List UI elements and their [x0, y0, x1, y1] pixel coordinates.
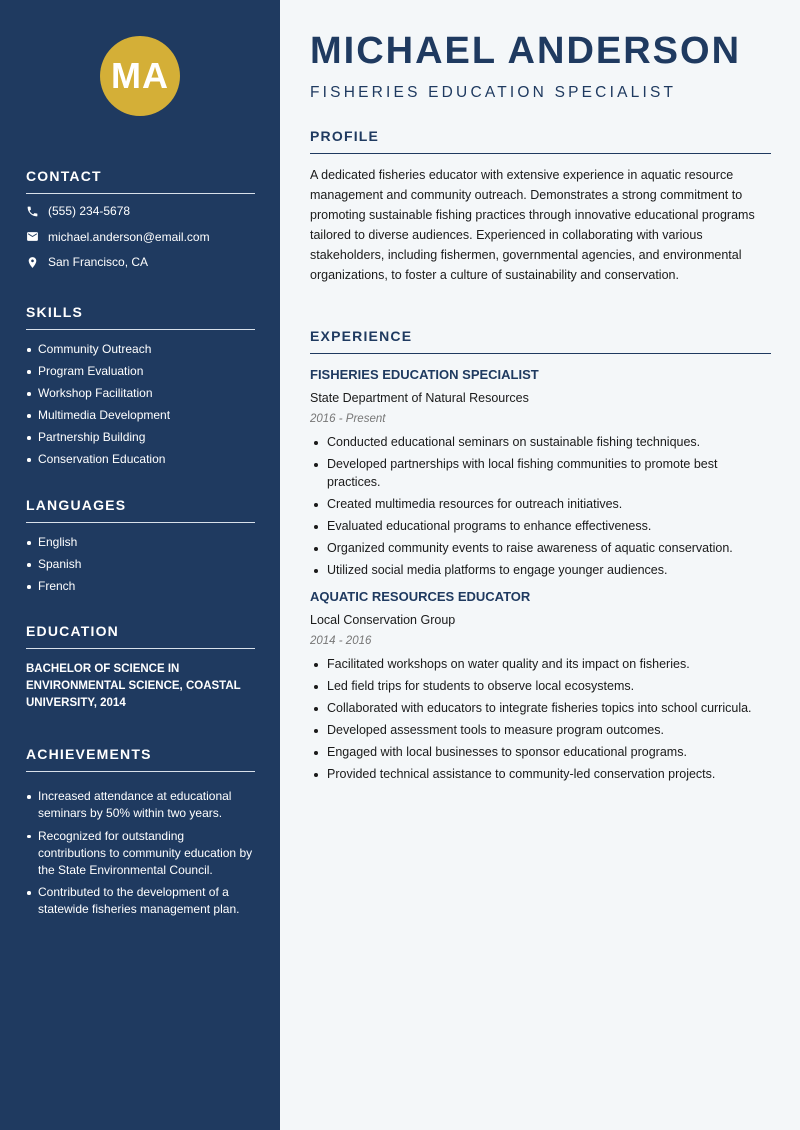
job-entry — [310, 589, 771, 784]
list-item: Multimedia Development — [26, 407, 255, 424]
email-text: michael.anderson@email.com — [48, 229, 210, 244]
job-dates: 2014 - 2016 — [310, 635, 372, 647]
skills-heading: SKILLS — [26, 304, 255, 330]
list-item: English — [26, 534, 255, 551]
education-section — [26, 623, 255, 712]
list-item: Evaluated educational programs to enhance effectiveness. — [310, 518, 771, 536]
job-bullets — [310, 656, 771, 784]
experience-heading: EXPERIENCE — [310, 328, 771, 354]
list-item: Developed assessment tools to measure program outcomes. — [310, 722, 771, 740]
job-organization: Local Conservation Group — [310, 613, 456, 627]
skills-list — [26, 341, 255, 468]
list-item: Conservation Education — [26, 451, 255, 468]
experience-section — [310, 328, 771, 788]
list-item: Engaged with local businesses to sponsor educational programs. — [310, 744, 771, 762]
list-item: Recognized for outstanding contributions to community education by the State Environmental Council. — [26, 828, 255, 879]
achievements-list — [26, 788, 255, 918]
list-item: Facilitated workshops on water quality and its impact on fisheries. — [310, 656, 771, 674]
list-item: Created multimedia resources for outreach initiatives. — [310, 496, 771, 514]
education-degree: BACHELOR OF SCIENCE IN ENVIRONMENTAL SCIENCE, COASTAL UNIVERSITY, 2014 — [26, 663, 241, 709]
contact-section — [26, 168, 255, 271]
languages-section — [26, 497, 255, 600]
list-item: Increased attendance at educational seminars by 50% within two years. — [26, 788, 255, 822]
contact-email — [26, 228, 255, 245]
contact-location — [26, 254, 255, 271]
list-item: Utilized social media platforms to engage younger audiences. — [310, 562, 771, 580]
profile-text: A dedicated fisheries educator with extensive experience in aquatic resource management and community outreach. Demonstrates a strong commitment to promoting sustainable fishing practices through innovative educational programs tailored to diverse audiences. Experienced in collaborating with various stakeholders, including fishermen, governmental agencies, and environmental organizations, to foster a culture of sustainability and conservation. — [310, 168, 755, 282]
list-item: Community Outreach — [26, 341, 255, 358]
list-item: Partnership Building — [26, 429, 255, 446]
location-text: San Francisco, CA — [48, 255, 149, 269]
list-item: Conducted educational seminars on sustainable fishing techniques. — [310, 434, 771, 452]
phone-icon — [26, 205, 39, 218]
list-item: Collaborated with educators to integrate fisheries topics into school curricula. — [310, 700, 771, 718]
languages-heading: LANGUAGES — [26, 497, 255, 523]
list-item: Program Evaluation — [26, 363, 255, 380]
list-item: Developed partnerships with local fishing communities to promote best practices. — [310, 456, 771, 491]
job-bullets — [310, 434, 771, 579]
contact-phone — [26, 203, 255, 220]
skills-section — [26, 304, 255, 473]
phone-text: (555) 234-5678 — [48, 204, 131, 218]
job-title: FISHERIES EDUCATION SPECIALIST — [310, 367, 539, 382]
job-title: AQUATIC RESOURCES EDUCATOR — [310, 589, 531, 604]
list-item: Contributed to the development of a statewide fisheries management plan. — [26, 884, 255, 918]
job-organization: State Department of Natural Resources — [310, 391, 529, 405]
list-item: Provided technical assistance to community-led conservation projects. — [310, 766, 771, 784]
list-item: Workshop Facilitation — [26, 385, 255, 402]
candidate-name: MICHAEL ANDERSON — [310, 30, 742, 72]
list-item: Led field trips for students to observe local ecosystems. — [310, 678, 771, 696]
achievements-heading: ACHIEVEMENTS — [26, 746, 255, 772]
avatar: MA — [100, 36, 180, 116]
candidate-title: FISHERIES EDUCATION SPECIALIST — [310, 84, 677, 101]
list-item: Organized community events to raise awareness of aquatic conservation. — [310, 540, 771, 558]
location-pin-icon — [26, 256, 39, 269]
education-heading: EDUCATION — [26, 623, 255, 649]
email-icon — [26, 230, 39, 243]
sidebar — [0, 0, 280, 1130]
contact-heading: CONTACT — [26, 168, 255, 194]
list-item: Spanish — [26, 556, 255, 573]
job-entry — [310, 367, 771, 579]
job-dates: 2016 - Present — [310, 413, 386, 425]
languages-list — [26, 534, 255, 595]
achievements-section — [26, 746, 255, 924]
profile-section — [310, 128, 771, 285]
list-item: French — [26, 578, 255, 595]
profile-heading: PROFILE — [310, 128, 771, 154]
